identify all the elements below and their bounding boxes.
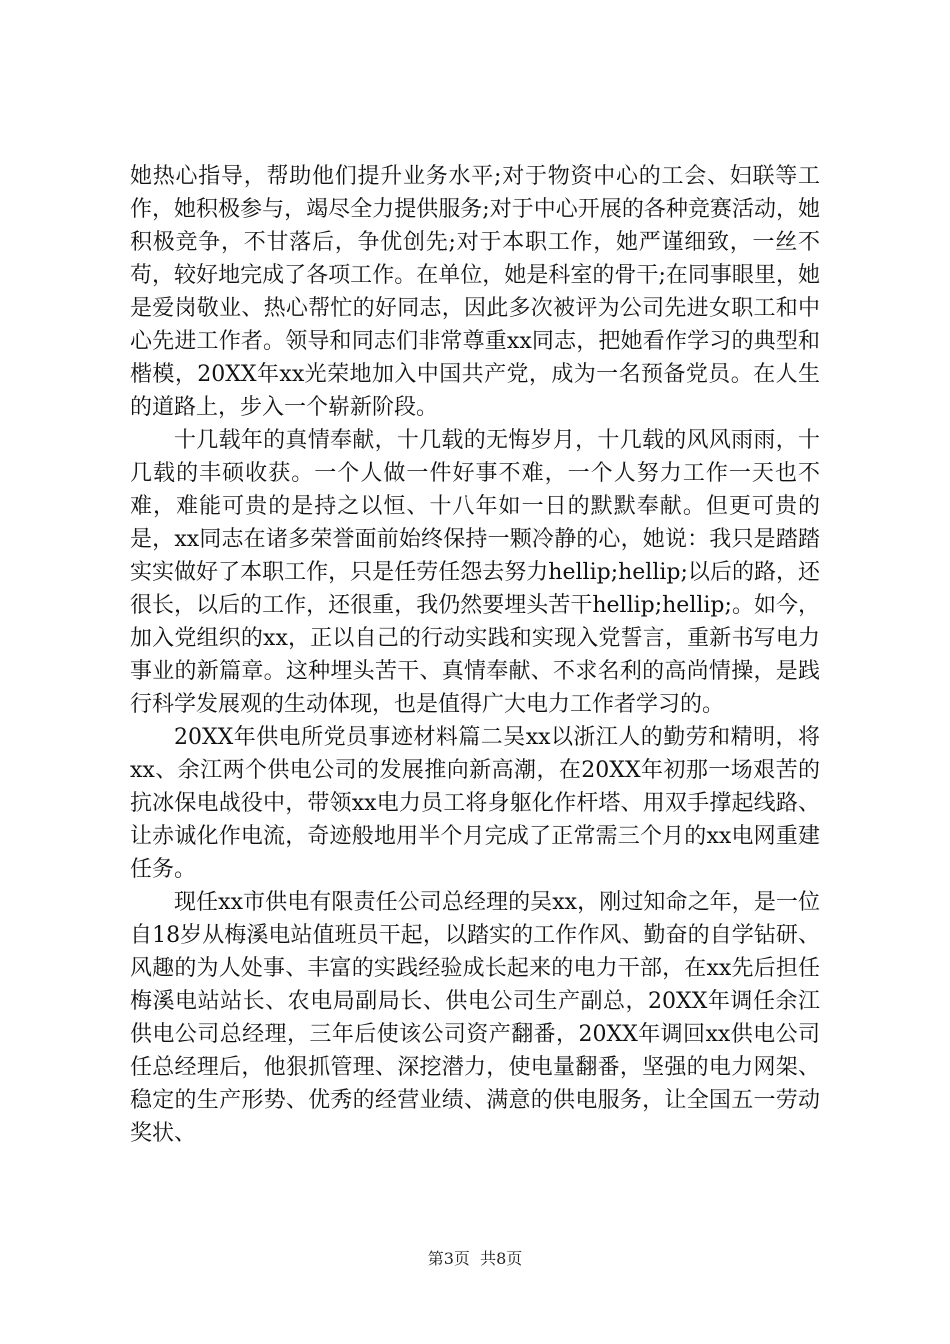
paragraph-continuation: 她热心指导，帮助他们提升业务水平;对于物资中心的工会、妇联等工作，她积极参与，竭尽全力提供服务;对于中心开展的各种竞赛活动，她积极竞争，不甘落后，争优创先;对于本职工作，她严谨细致，一丝不苟，较好地完成了各项工作。在单位，她是科室的骨干;在同事眼里，她是爱岗敬业、热心帮忙的好同志，因此多次被评为公司先进女职工和中心先进工作者。领导和同志们非常尊重xx同志，把她看作学习的典型和楷模，20XX年xx光荣地加入中国共产党，成为一名预备党员。在人生的道路上，步入一个崭新阶段。 (130, 164, 820, 420)
document-body (130, 160, 820, 1150)
paragraph: 现任xx市供电有限责任公司总经理的吴xx，刚过知命之年，是一位自18岁从梅溪电站值班员干起，以踏实的工作作风、勤奋的自学钻研、风趣的为人处事、丰富的实践经验成长起来的电力干部，在xx先后担任梅溪电站站长、农电局副局长、供电公司生产副总，20XX年调任余江供电公司总经理，三年后使该公司资产翻番，20XX年调回xx供电公司任总经理后，他狠抓管理、深挖潜力，使电量翻番，坚强的电力网架、稳定的生产形势、优秀的经营业绩、满意的供电服务，让全国五一劳动奖状、 (130, 890, 820, 1146)
paragraph: 20XX年供电所党员事迹材料篇二吴xx以浙江人的勤劳和精明，将xx、余江两个供电公司的发展推向新高潮，在20XX年初那一场艰苦的抗冰保电战役中，带领xx电力员工将身躯化作杆塔、用双手撑起线路、让赤诚化作电流，奇迹般地用半个月完成了正常需三个月的xx电网重建任务。 (130, 725, 820, 882)
paragraph: 十几载年的真情奉献，十几载的无悔岁月，十几载的风风雨雨，十几载的丰硕收获。一个人做一件好事不难，一个人努力工作一天也不难，难能可贵的是持之以恒、十八年如一日的默默奉献。但更可贵的是，xx同志在诸多荣誉面前始终保持一颗冷静的心，她说：我只是踏踏实实做好了本职工作，只是任劳任怨去努力hellip;hellip;以后的路，还很长，以后的工作，还很重，我仍然要埋头苦干hellip;hellip;。如今，加入党组织的xx，正以自己的行动实践和实现入党誓言，重新书写电力事业的新篇章。这种埋头苦干、真情奉献、不求名利的高尚情操，是践行科学发展观的生动体现，也是值得广大电力工作者学习的。 (130, 428, 820, 717)
page-number-footer: 第3页 共8页 (427, 1249, 523, 1268)
